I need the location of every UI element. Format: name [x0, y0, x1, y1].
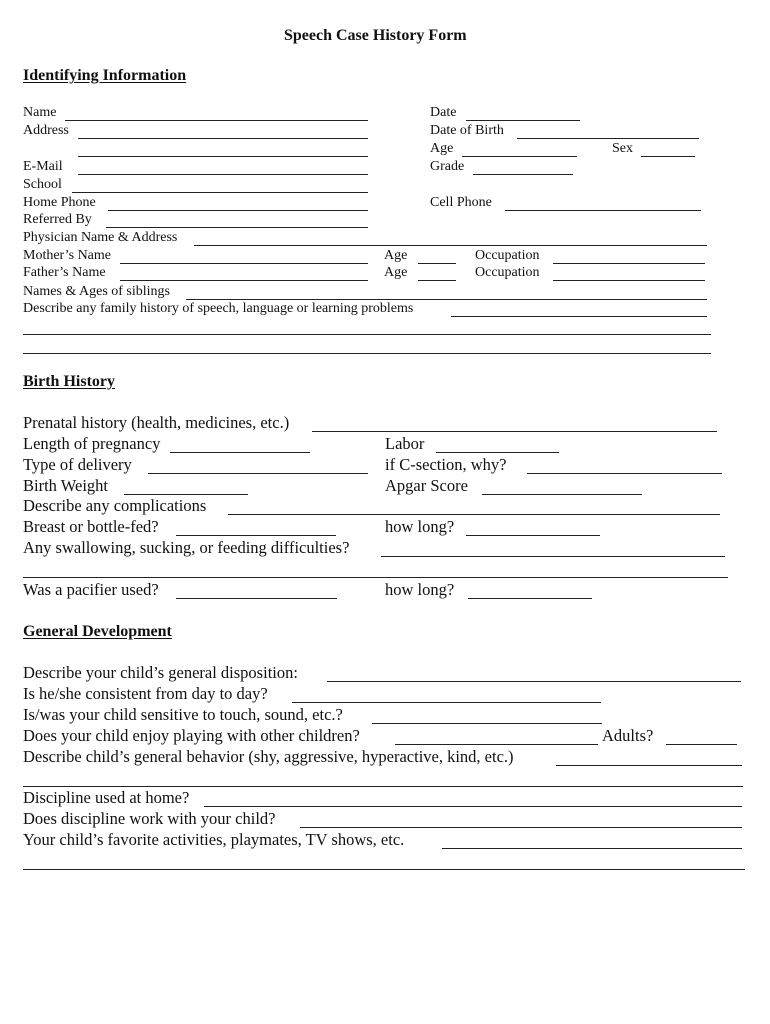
- swallowing-line-2[interactable]: [23, 577, 728, 578]
- sensitive-label: Is/was your child sensitive to touch, sound, etc.?: [23, 705, 343, 724]
- referred-by-label: Referred By: [23, 212, 92, 227]
- school-label: School: [23, 177, 62, 192]
- play-field[interactable]: [395, 744, 598, 745]
- behavior-line-2[interactable]: [23, 786, 743, 787]
- favorites-label: Your child’s favorite activities, playmates, TV shows, etc.: [23, 830, 405, 849]
- siblings-label: Names & Ages of siblings: [23, 284, 170, 299]
- delivery-type-label: Type of delivery: [23, 455, 132, 474]
- pacifier-label: Was a pacifier used?: [23, 580, 159, 599]
- discipline-field[interactable]: [204, 806, 742, 807]
- form-title: Speech Case History Form: [284, 27, 467, 44]
- favorites-field[interactable]: [442, 848, 742, 849]
- physician-label: Physician Name & Address: [23, 230, 178, 245]
- fathers-name-field[interactable]: [120, 280, 368, 281]
- family-history-line-3[interactable]: [23, 353, 711, 354]
- feeding-how-long-field[interactable]: [466, 535, 600, 536]
- discipline-label: Discipline used at home?: [23, 788, 190, 807]
- grade-label: Grade: [430, 159, 465, 174]
- father-age-field[interactable]: [418, 280, 456, 281]
- c-section-field[interactable]: [527, 473, 722, 474]
- physician-field[interactable]: [194, 245, 707, 246]
- prenatal-field[interactable]: [312, 431, 717, 432]
- favorites-line-2[interactable]: [23, 869, 745, 870]
- name-label: Name: [23, 105, 57, 120]
- father-age-label: Age: [384, 265, 408, 280]
- father-occupation-label: Occupation: [475, 265, 540, 280]
- dob-field[interactable]: [517, 138, 699, 139]
- feeding-label: Breast or bottle-fed?: [23, 517, 159, 536]
- birth-weight-label: Birth Weight: [23, 476, 108, 495]
- mother-occupation-field[interactable]: [553, 263, 705, 264]
- complications-label: Describe any complications: [23, 496, 207, 515]
- feeding-how-long-label: how long?: [385, 517, 455, 536]
- school-field[interactable]: [72, 192, 368, 193]
- address-label: Address: [23, 123, 69, 138]
- referred-by-field[interactable]: [106, 227, 368, 228]
- cell-phone-label: Cell Phone: [430, 195, 492, 210]
- c-section-label: if C-section, why?: [385, 455, 507, 474]
- feeding-field[interactable]: [176, 535, 336, 536]
- identifying-heading: Identifying Information: [23, 67, 187, 84]
- mothers-name-field[interactable]: [120, 263, 368, 264]
- cell-phone-field[interactable]: [505, 210, 701, 211]
- dob-label: Date of Birth: [430, 123, 504, 138]
- date-field[interactable]: [466, 120, 580, 121]
- discipline-work-label: Does discipline work with your child?: [23, 809, 276, 828]
- name-field[interactable]: [65, 120, 368, 121]
- adults-field[interactable]: [666, 744, 737, 745]
- complications-field[interactable]: [228, 514, 720, 515]
- family-history-label: Describe any family history of speech, language or learning problems: [23, 301, 414, 316]
- development-heading: General Development: [23, 623, 172, 640]
- pacifier-how-long-label: how long?: [385, 580, 455, 599]
- pregnancy-length-field[interactable]: [170, 452, 310, 453]
- adults-label: Adults?: [602, 726, 654, 745]
- labor-field[interactable]: [436, 452, 559, 453]
- address-field-line-2[interactable]: [78, 156, 368, 157]
- apgar-label: Apgar Score: [385, 476, 468, 495]
- mother-age-label: Age: [384, 248, 408, 263]
- email-label: E-Mail: [23, 159, 63, 174]
- father-occupation-field[interactable]: [553, 280, 705, 281]
- swallowing-field[interactable]: [381, 556, 725, 557]
- mothers-name-label: Mother’s Name: [23, 248, 111, 263]
- sex-label: Sex: [612, 141, 633, 156]
- discipline-work-field[interactable]: [300, 827, 742, 828]
- pacifier-how-long-field[interactable]: [468, 598, 592, 599]
- delivery-type-field[interactable]: [148, 473, 368, 474]
- disposition-field[interactable]: [327, 681, 741, 682]
- date-label: Date: [430, 105, 457, 120]
- address-field-line-1[interactable]: [78, 138, 368, 139]
- mother-occupation-label: Occupation: [475, 248, 540, 263]
- email-field[interactable]: [78, 174, 368, 175]
- swallowing-label: Any swallowing, sucking, or feeding difficulties?: [23, 538, 350, 557]
- behavior-label: Describe child’s general behavior (shy, aggressive, hyperactive, kind, etc.): [23, 747, 514, 766]
- pacifier-field[interactable]: [176, 598, 337, 599]
- family-history-line-2[interactable]: [23, 334, 711, 335]
- disposition-label: Describe your child’s general disposition:: [23, 663, 298, 682]
- birth-heading: Birth History: [23, 373, 115, 390]
- home-phone-field[interactable]: [108, 210, 368, 211]
- birth-weight-field[interactable]: [124, 494, 248, 495]
- mother-age-field[interactable]: [418, 263, 456, 264]
- play-label: Does your child enjoy playing with other children?: [23, 726, 360, 745]
- consistent-label: Is he/she consistent from day to day?: [23, 684, 268, 703]
- behavior-field[interactable]: [556, 765, 742, 766]
- siblings-field[interactable]: [186, 299, 707, 300]
- prenatal-label: Prenatal history (health, medicines, etc.): [23, 413, 290, 432]
- age-label: Age: [430, 141, 454, 156]
- home-phone-label: Home Phone: [23, 195, 96, 210]
- fathers-name-label: Father’s Name: [23, 265, 106, 280]
- sensitive-field[interactable]: [372, 723, 602, 724]
- pregnancy-length-label: Length of pregnancy: [23, 434, 161, 453]
- family-history-field[interactable]: [451, 316, 707, 317]
- apgar-field[interactable]: [482, 494, 642, 495]
- sex-field[interactable]: [641, 156, 695, 157]
- grade-field[interactable]: [473, 174, 573, 175]
- age-field[interactable]: [462, 156, 577, 157]
- labor-label: Labor: [385, 434, 425, 453]
- consistent-field[interactable]: [292, 702, 601, 703]
